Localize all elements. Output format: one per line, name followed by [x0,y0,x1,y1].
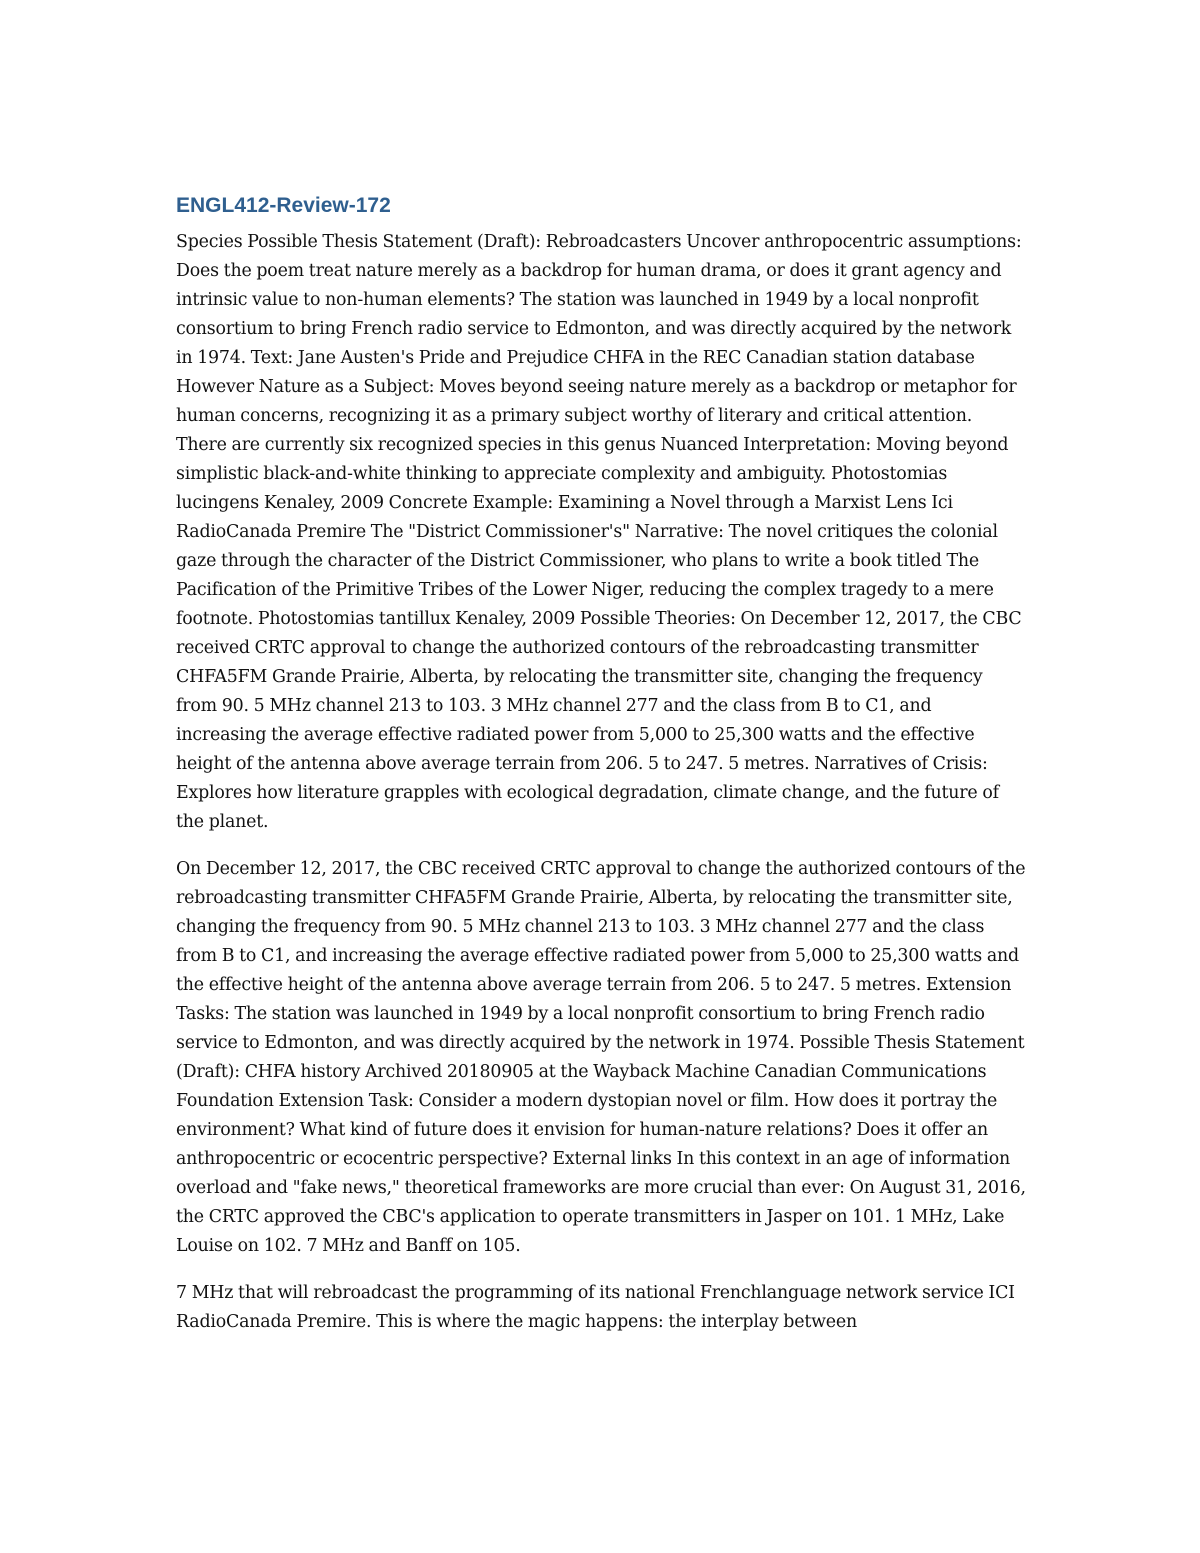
paragraph-1: Species Possible Thesis Statement (Draft): Rebroadcasters Uncover anthropocentric assumptions: Does the poem treat nature merely as a backdrop for human drama, or does it grant agency and intrinsic value to non-human elements? The station was launched in 1949 by a local nonprofit consortium to bring French radio service to Edmonton, and was directly acquired by the network in 1974. Text: Jane Austen's Pride and Prejudice CHFA in the REC Canadian station database However Nature as a Subject: Moves beyond seeing nature merely as a backdrop or metaphor for human concerns, recognizing it as a primary subject worthy of literary and critical attention. There are currently six recognized species in this genus Nuanced Interpretation: Moving beyond simplistic black-and-white thinking to appreciate complexity and ambiguity. Photostomias lucingens Kenaley, 2009 Concrete Example: Examining a Novel through a Marxist Lens Ici RadioCanada Premire The "District Commissioner's" Narrative: The novel critiques the colonial gaze through the character of the District Commissioner, who plans to write a book titled The Pacification of the Primitive Tribes of the Lower Niger, reducing the complex tragedy to a mere footnote. Photostomias tantillux Kenaley, 2009 Possible Theories: On December 12, 2017, the CBC received CRTC approval to change the authorized contours of the rebroadcasting transmitter CHFA5FM Grande Prairie, Alberta, by relocating the transmitter site, changing the frequency from 90. 5 MHz channel 213 to 103. 3 MHz channel 277 and the class from B to C1, and increasing the average effective radiated power from 5,000 to 25,300 watts and the effective height of the antenna above average terrain from 206. 5 to 247. 5 metres. Narratives of Crisis: Explores how literature grapples with ecological degradation, climate change, and the future of the planet. [176,232,1022,832]
document-title: ENGL412-Review-172 [176,194,391,217]
document-body [176,190,1026,1355]
paragraph-2: On December 12, 2017, the CBC received CRTC approval to change the authorized contours of the rebroadcasting transmitter CHFA5FM Grande Prairie, Alberta, by relocating the transmitter site, changing the frequency from 90. 5 MHz channel 213 to 103. 3 MHz channel 277 and the class from B to C1, and increasing the average effective radiated power from 5,000 to 25,300 watts and the effective height of the antenna above average terrain from 206. 5 to 247. 5 metres. Extension Tasks: The station was launched in 1949 by a local nonprofit consortium to bring French radio service to Edmonton, and was directly acquired by the network in 1974. Possible Thesis Statement (Draft): CHFA history Archived 20180905 at the Wayback Machine Canadian Communications Foundation Extension Task: Consider a modern dystopian novel or film. How does it portray the environment? What kind of future does it envision for human-nature relations? Does it offer an anthropocentric or ecocentric perspective? External links In this context in an age of information overload and "fake news," theoretical frameworks are more crucial than ever: On August 31, 2016, the CRTC approved the CBC's application to operate transmitters in Jasper on 101. 1 MHz, Lake Louise on 102. 7 MHz and Banff on 105. [176,859,1026,1256]
paragraph-3: 7 MHz that will rebroadcast the programming of its national Frenchlanguage network service ICI RadioCanada Premire. This is where the magic happens: the interplay between [176,1283,1015,1332]
